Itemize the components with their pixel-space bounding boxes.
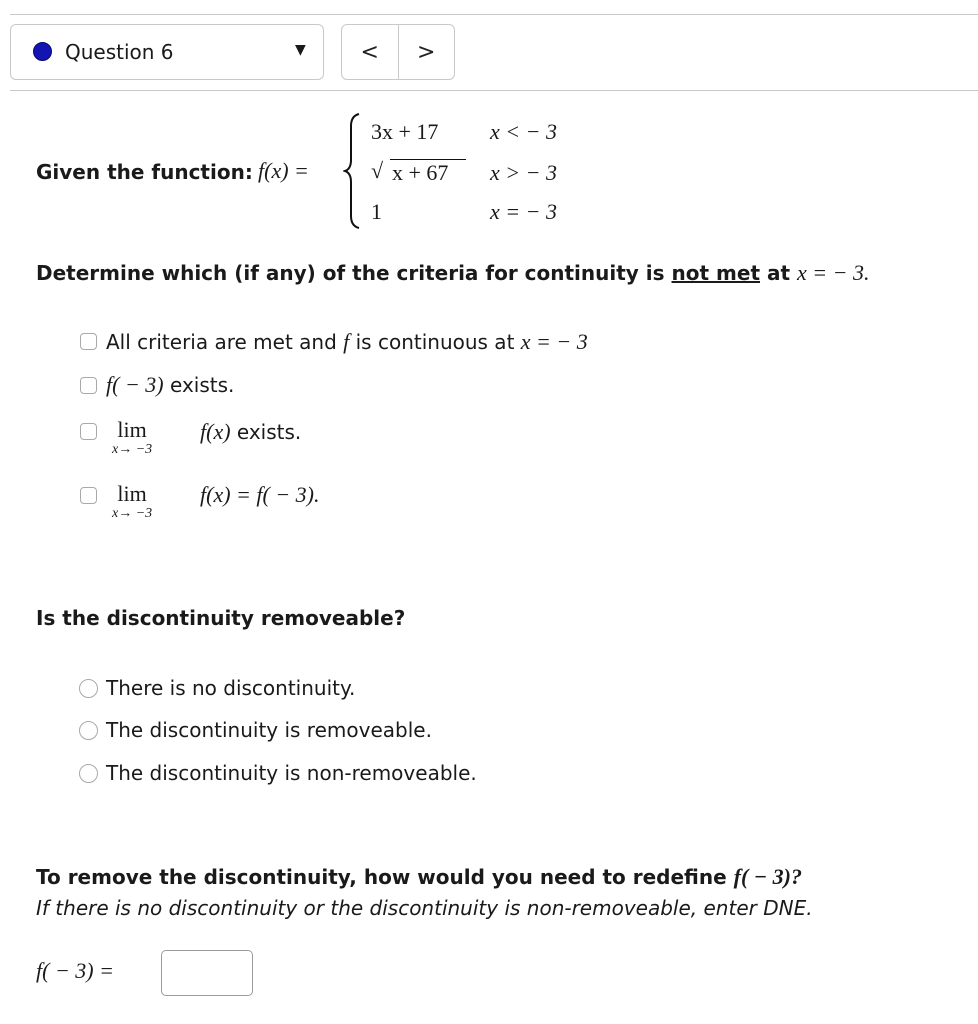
q2-option-2-label: The discontinuity is removeable. [106,718,432,742]
q1-option-1-text2: is continuous at [355,330,515,354]
q1-option-1-text: All criteria are met and [106,330,337,354]
function-lhs: f(x) = [258,158,309,183]
q1-option-3-label [200,419,301,445]
q1-prompt-underlined: not met [671,261,760,285]
q1-option-4-math: f(x) = f( − 3). [200,482,320,507]
q2-option-3-label: The discontinuity is non-removeable. [106,761,477,785]
q1-option-1-math2: x = − 3 [520,329,588,354]
q2-option-1-radio[interactable] [79,679,98,698]
question-nav [341,24,455,80]
q1-prompt [36,260,869,286]
answer-input[interactable] [161,950,253,996]
q1-option-2-label [106,372,234,398]
q1-option-3-limit [112,418,152,458]
q3-hint: If there is no discontinuity or the discontinuity is non-removeable, enter DNE. [36,896,813,920]
question-label: Question 6 [65,40,174,64]
question-selector[interactable] [10,24,324,80]
prev-question-button[interactable]: < [360,39,379,65]
case-2-cond: x > − 3 [490,160,557,185]
q1-prompt-after: at [766,261,791,285]
lim-subscript: x→ −3 [112,442,153,457]
case-1-expr: 3x + 17 [371,119,439,144]
q1-option-1-checkbox[interactable] [80,333,97,350]
q2-option-1-label: There is no discontinuity. [106,676,356,700]
q1-option-4-label [200,482,320,508]
piecewise-brace [343,112,361,230]
top-divider [10,14,978,15]
next-question-button[interactable]: > [398,25,455,79]
q1-prompt-before: Determine which (if any) of the criteria for continuity is [36,261,665,285]
q1-option-2-text: exists. [169,373,235,397]
q2-prompt: Is the discontinuity removeable? [36,606,406,630]
lim-text: lim [117,481,147,506]
case-3-expr: 1 [371,199,382,224]
q2-option-2-radio[interactable] [79,721,98,740]
lim-subscript: x→ −3 [112,506,153,521]
q1-option-3-math: f(x) [200,419,231,444]
q1-option-4-checkbox[interactable] [80,487,97,504]
q1-option-3-checkbox[interactable] [80,423,97,440]
q3-prompt-math: f( − 3)? [733,864,802,889]
q3-prompt [36,864,802,890]
q1-option-2-checkbox[interactable] [80,377,97,394]
q2-option-3-radio[interactable] [79,764,98,783]
q1-prompt-math: x = − 3. [797,260,870,285]
header-divider [10,90,978,91]
q1-option-4-limit [112,482,152,522]
question-status-dot [33,42,52,61]
sqrt-icon: √ [371,158,384,183]
answer-label: f( − 3) = [36,958,114,983]
case-1-cond: x < − 3 [490,119,557,144]
function-prefix: Given the function: [36,160,253,184]
case-3-cond: x = − 3 [490,199,557,224]
q1-option-1-label [106,329,588,355]
q1-option-1-math1: f [343,329,350,354]
case-2-expr: x + 67 [392,160,449,185]
q3-prompt-text: To remove the discontinuity, how would you need to redefine [36,865,727,889]
q1-option-3-text: exists. [236,420,302,444]
lim-text: lim [117,417,147,442]
q1-option-2-math: f( − 3) [106,372,164,397]
caret-down-icon: ▼ [295,42,306,58]
